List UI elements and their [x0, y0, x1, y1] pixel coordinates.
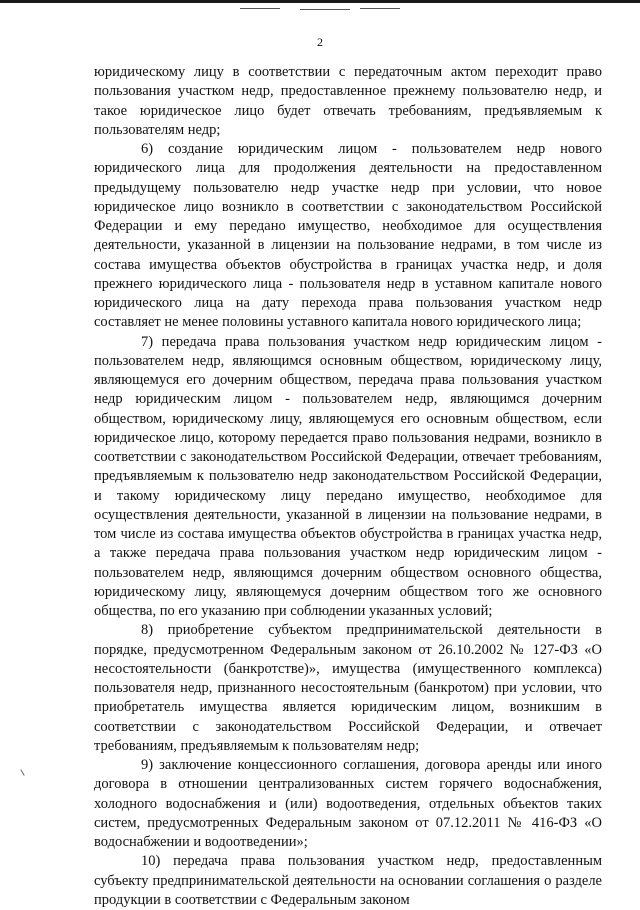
scan-artifact — [300, 9, 350, 10]
paragraph-continuation: юридическому лицу в соответствии с передаточным актом переходит право пользования участком недр, предоставленное прежнему пользователю недр, и такое юридическое лицо будет отвечать требованиям, предъявляемым к пользователям недр; — [94, 64, 602, 138]
paragraph-item-7: 7) передача права пользования участком недр юридическим лицом - пользователем недр, являющимся основным обществом, юридическому лицу, являющемуся его дочерним обществом, передача права пользования участком недр юридическим лицом - пользователем недр, являющимся дочерним обществом, юридическому лицу, являющемуся его основным обществом, если юридическое лицо, которому передается право пользования недрами, возникло в соответствии с законодательством Российской Федерации, отвечает требованиям, предъявляемым к пользователю недр законодательством Российской Федерации, и такому юридическому лицу передано имущество, необходимое для осуществления деятельности, указанной в лицензии на пользование недрами, в том числе из состава имущества объектов обустройства в границах участка недр, а также передача права пользования участком недр юридическим лицом - пользователем недр, являющимся дочерним обществом основного общества, юридическому лицу, являющемуся дочерним обществом того же основного общества, по его указанию при соблюдении указанных условий; — [94, 333, 602, 619]
scan-artifact — [360, 8, 400, 9]
paragraph-item-6: 6) создание юридическим лицом - пользователем недр нового юридического лица для продолжения деятельности на предоставленном предыдущему пользователю недр участке недр при условии, что новое юридическое лицо возникло в соответствии с законодательством Российской Федерации и ему передано имущество, необходимое для осуществления деятельности, указанной в лицензии на пользование недрами, в том числе из состава имущества объектов обустройства в границах участка недр, и доля прежнего юридического лица - пользователя недр в уставном капитале нового юридического лица на дату перехода права пользования участком недр составляет не менее половины уставного капитала нового юридического лица; — [94, 141, 602, 331]
scan-edge — [0, 0, 640, 3]
paragraph-item-10: 10) передача права пользования участком недр, предоставленным субъекту предпринимательской деятельности на основании соглашения о разделе продукции в соответствии с Федеральным законом — [94, 853, 602, 908]
margin-mark — [20, 769, 24, 776]
page-number: 2 — [317, 35, 323, 49]
scan-artifact — [240, 8, 280, 9]
paragraph-item-9: 9) заключение концессионного соглашения, договора аренды или иного договора в отношении централизованных систем горячего водоснабжения, холодного водоснабжения и (или) водоотведения, отдельных объектов таких систем, предусмотренных Федеральным законом от 07.12.2011 № 416-ФЗ «О водоснабжении и водоотведении»; — [94, 757, 602, 850]
paragraph-item-8: 8) приобретение субъектом предпринимательской деятельности в порядке, предусмотренном Федеральным законом от 26.10.2002 № 127-ФЗ «О несостоятельности (банкротстве)», имущества (имущественного комплекса) пользователя недр, признанного несостоятельным (банкротом) при условии, что приобретатель имущества является юридическим лицом, возникшим в соответствии с законодательством Российской Федерации, и отвечает требованиям, предъявляемым к пользователям недр; — [94, 622, 602, 754]
document-body — [94, 63, 602, 910]
